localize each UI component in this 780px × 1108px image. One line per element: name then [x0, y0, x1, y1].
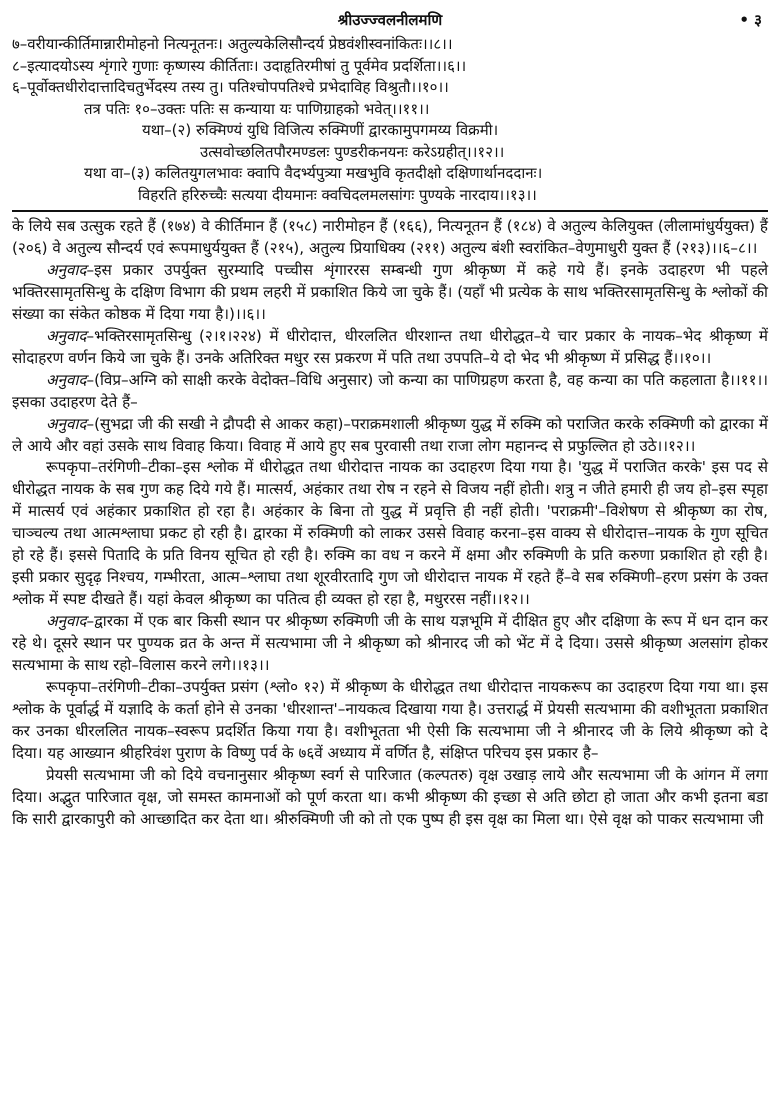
paragraph [12, 765, 768, 831]
translation-label: अनुवाद [46, 370, 87, 389]
verse-line: तत्र पतिः १०–उक्तः पतिः स कन्याया यः पाणिग्राहको भवेत्।।११।। [84, 99, 430, 118]
verse-line: यथा वा–(३) कलितयुगलभावः क्वापि वैदर्भ्यपुत्र्या मखभुवि कृतदीक्षो दक्षिणार्थानददानः। [84, 164, 543, 182]
paragraph [12, 611, 768, 677]
paragraph-text: के लिये सब उत्सुक रहते हैं (१७४) वे कीर्तिमान हैं (१५८) नारीमोहन हैं (१६६), नित्यनूतन हैं (१८४) वे अतुल्य केलियुक्त (लीलामांधुर्ययुक्त) हैं (२०६) वे अतुल्य सौन्दर्य एवं रूपमाधुर्ययुक्त हैं (२१५), अतुल्य प्रियाधिक्य (२११) अतुल्य बंशी स्वरांकित–वेणुमाधुरी युक्त हैं (२१३)।।६–८।। [12, 217, 768, 257]
paragraph-text: –द्वारका में एक बार किसी स्थान पर श्रीकृष्ण रुक्मिणी जी के साथ यज्ञभूमि में दीक्षित हुए और दक्षिणा के रूप में धन दान कर रहे थे। दूसरे स्थान पर पुण्यक व्रत के अन्त में सत्यभामा जी ने श्रीकृष्ण को श्रीनारद जी को भेंट में दे दिया। उससे श्रीकृष्ण अलसांग होकर सत्यभामा के साथ रहो–विलास करने लगे।।१३।। [12, 612, 768, 675]
page-number: • ३ [739, 11, 762, 29]
verse-line: ७–वरीयान्कीर्तिमान्नारीमोहनो नित्यनूतनः। अतुल्यकेलिसौन्दर्य प्रेष्ठवंशीस्वनांकितः।।८।। [12, 35, 453, 53]
paragraph [12, 677, 768, 765]
paragraph [12, 457, 768, 611]
paragraph [12, 414, 768, 458]
translation-label: अनुवाद [46, 414, 87, 433]
paragraph-text: रूपकृपा–तरंगिणी–टीका–इस श्लोक में धीरोद्धत तथा धीरोदात्त नायक का उदाहरण दिया गया है। 'युद्ध में पराजित करके' इस पद से धीरोद्धत नायक के सब गुण कह दिये गये हैं। मात्सर्य, अहंकार तथा रोष न रहने से विजय नहीं होती। शत्रु न जीते हमारी ही जय हो–इस स्पृहा में मात्सर्य एवं अहंकार प्रकाशित हो रहा है। अहंकार के बिना तो युद्ध में प्रवृत्ति ही नहीं होती। 'पराक्रमी'–विशेषण से श्रीकृष्ण का रोष, चाञ्चल्य तथा आत्मश्लाघा प्रकट हो रही है। द्वारका में रुक्मिणी को लाकर उससे विवाह करना–इस वाक्य से धीरोदात्त–नायक के गुण सूचित हो रहे हैं। इससे पितादि के प्रति विनय सूचित हो रही है। रुक्मि का वध न करने में क्षमा और रुक्मिणी के प्रति करुणा प्रकाशित हो रही है। इसी प्रकार सुदृढ़ निश्चय, गम्भीरता, आत्म–श्लाघा तथा शूरवीरतादि गुण जो धीरोदात्त नायक में रहते हैं–वे सब रुक्मिणी–हरण प्रसंग के उक्त श्लोक में स्पष्ट दीखते हैं। यहां केवल श्रीकृष्ण का पतित्व ही व्यक्त हो रहा है, मधुररस नहीं।।१२।। [12, 458, 768, 609]
hindi-commentary [12, 216, 768, 831]
paragraph [12, 260, 768, 326]
verse-line: यथा–(२) रुक्मिण्यं युधि विजित्य रुक्मिणीं द्वारकामुपगमय्य विक्रमी। [142, 121, 499, 139]
paragraph-text: रूपकृपा–तरंगिणी–टीका–उपर्युक्त प्रसंग (श्लो० १२) में श्रीकृष्ण के धीरोद्धत तथा धीरोदात्त नायकरूप का उदाहरण दिया गया था। इस श्लोक के पूर्वार्द्ध में यज्ञादि के कर्ता होने से उनका 'धीरशान्त'–नायकत्व दिखाया गया है। उत्तरार्द्ध में प्रेयसी सत्यभामा की वशीभूतता प्रकाशित कर उनका धीरललित नायक–स्वरूप प्रदर्शित किया गया है। वशीभूतता भी ऐसी कि सत्यभामा जी ने श्रीनारद जी के लिये श्रीकृष्ण को दे दिया। यह आख्यान श्रीहरिवंश पुराण के विष्णु पर्व के ७६वें अध्याय में वर्णित है, संक्षिप्त परिचय इस प्रकार है– [12, 678, 768, 762]
page-header [12, 6, 768, 34]
verse-line: उत्सवोच्छलितपौरमण्डलः पुण्डरीकनयनः करेऽग्रहीत्।।१२।। [200, 142, 505, 161]
verse-line: ८–इत्यादयोऽस्य शृंगारे गुणाः कृष्णस्य कीर्तिताः। उदाहृतिरमीषां तु पूर्वमेव प्रदर्शिता।।६।। [12, 56, 467, 75]
paragraph-text: प्रेयसी सत्यभामा जी को दिये वचनानुसार श्रीकृष्ण स्वर्ग से पारिजात (कल्पतरु) वृक्ष उखाड़ लाये और सत्यभामा जी के आंगन में लगा दिया। अद्भुत पारिजात वृक्ष, जो समस्त कामनाओं को पूर्ण करता था। कभी श्रीकृष्ण की इच्छा से अति छोटा हो जाता और कभी इतना बडा कि सारी द्वारकापुरी को आच्छादित कर देता था। श्रीरुक्मिणी जी को तो एक पुष्प ही इस वृक्ष का मिला था। ऐसे वृक्ष को पाकर सत्यभामा जी [12, 765, 768, 828]
translation-label: अनुवाद [46, 612, 87, 631]
paragraph-text: –(सुभद्रा जी की सखी ने द्रौपदी से आकर कहा)–पराक्रमशाली श्रीकृष्ण युद्ध में रुक्मि को पराजित करके रुक्मिणी को द्वारका में ले आये और वहां उसके साथ विवाह किया। विवाह में आये हुए सब पुरवासी तथा राजा लोग महानन्द से प्रफुल्लित हो उठे।।१२।। [12, 414, 768, 455]
paragraph-text: –(विप्र–अग्नि को साक्षी करके वेदोक्त–विधि अनुसार) जो कन्या का पाणिग्रहण करता है, वह कन्या का पति कहलाता है।।११।। इसका उदाहरण देते हैं– [12, 370, 768, 411]
running-title: श्रीउज्ज्वलनीलमणि [337, 11, 443, 29]
sanskrit-verses [12, 34, 768, 206]
paragraph [12, 370, 768, 414]
paragraph-text: –भक्तिरसामृतसिन्धु (२।१।२२४) में धीरोदात्त, धीरललित धीरशान्त तथा धीरोद्धत–ये चार प्रकार के नायक–भेद श्रीकृष्ण में सोदाहरण वर्णन किये जा चुके हैं। उनके अतिरिक्त मधुर रस प्रकरण में पति तथा उपपति–ये दो भेद भी श्रीकृष्ण में प्रसिद्ध हैं।।१०।। [12, 326, 768, 367]
paragraph [12, 216, 768, 260]
section-divider [12, 210, 768, 212]
verse-line: ६–पूर्वोक्तधीरोदात्तादिचतुर्भेदस्य तस्य तु। पतिश्चोपपतिश्चे प्रभेदाविह विश्रुतौ।।१०।। [12, 78, 449, 96]
paragraph [12, 326, 768, 370]
paragraph-text: –इस प्रकार उपर्युक्त सुरम्यादि पच्चीस शृंगाररस सम्बन्धी गुण श्रीकृष्ण में कहे गये हैं। इनके उदाहरण भी पहले भक्तिरसामृतसिन्धु के दक्षिण विभाग की प्रथम लहरी में प्रकाशित किये जा चुके हैं। (यहाँ भी प्रत्येक के साथ भक्तिरसामृतसिन्धु के श्लोकों की संख्या का संकेत कोष्ठक में दिया गया है।)।।६।। [12, 260, 768, 323]
translation-label: अनुवाद [46, 326, 87, 345]
translation-label: अनुवाद [46, 260, 87, 279]
verse-line: विहरति हरिरुच्चैः सत्यया दीयमानः क्वचिदलमलसांगः पुण्यके नारदाय।।१३।। [138, 185, 537, 204]
